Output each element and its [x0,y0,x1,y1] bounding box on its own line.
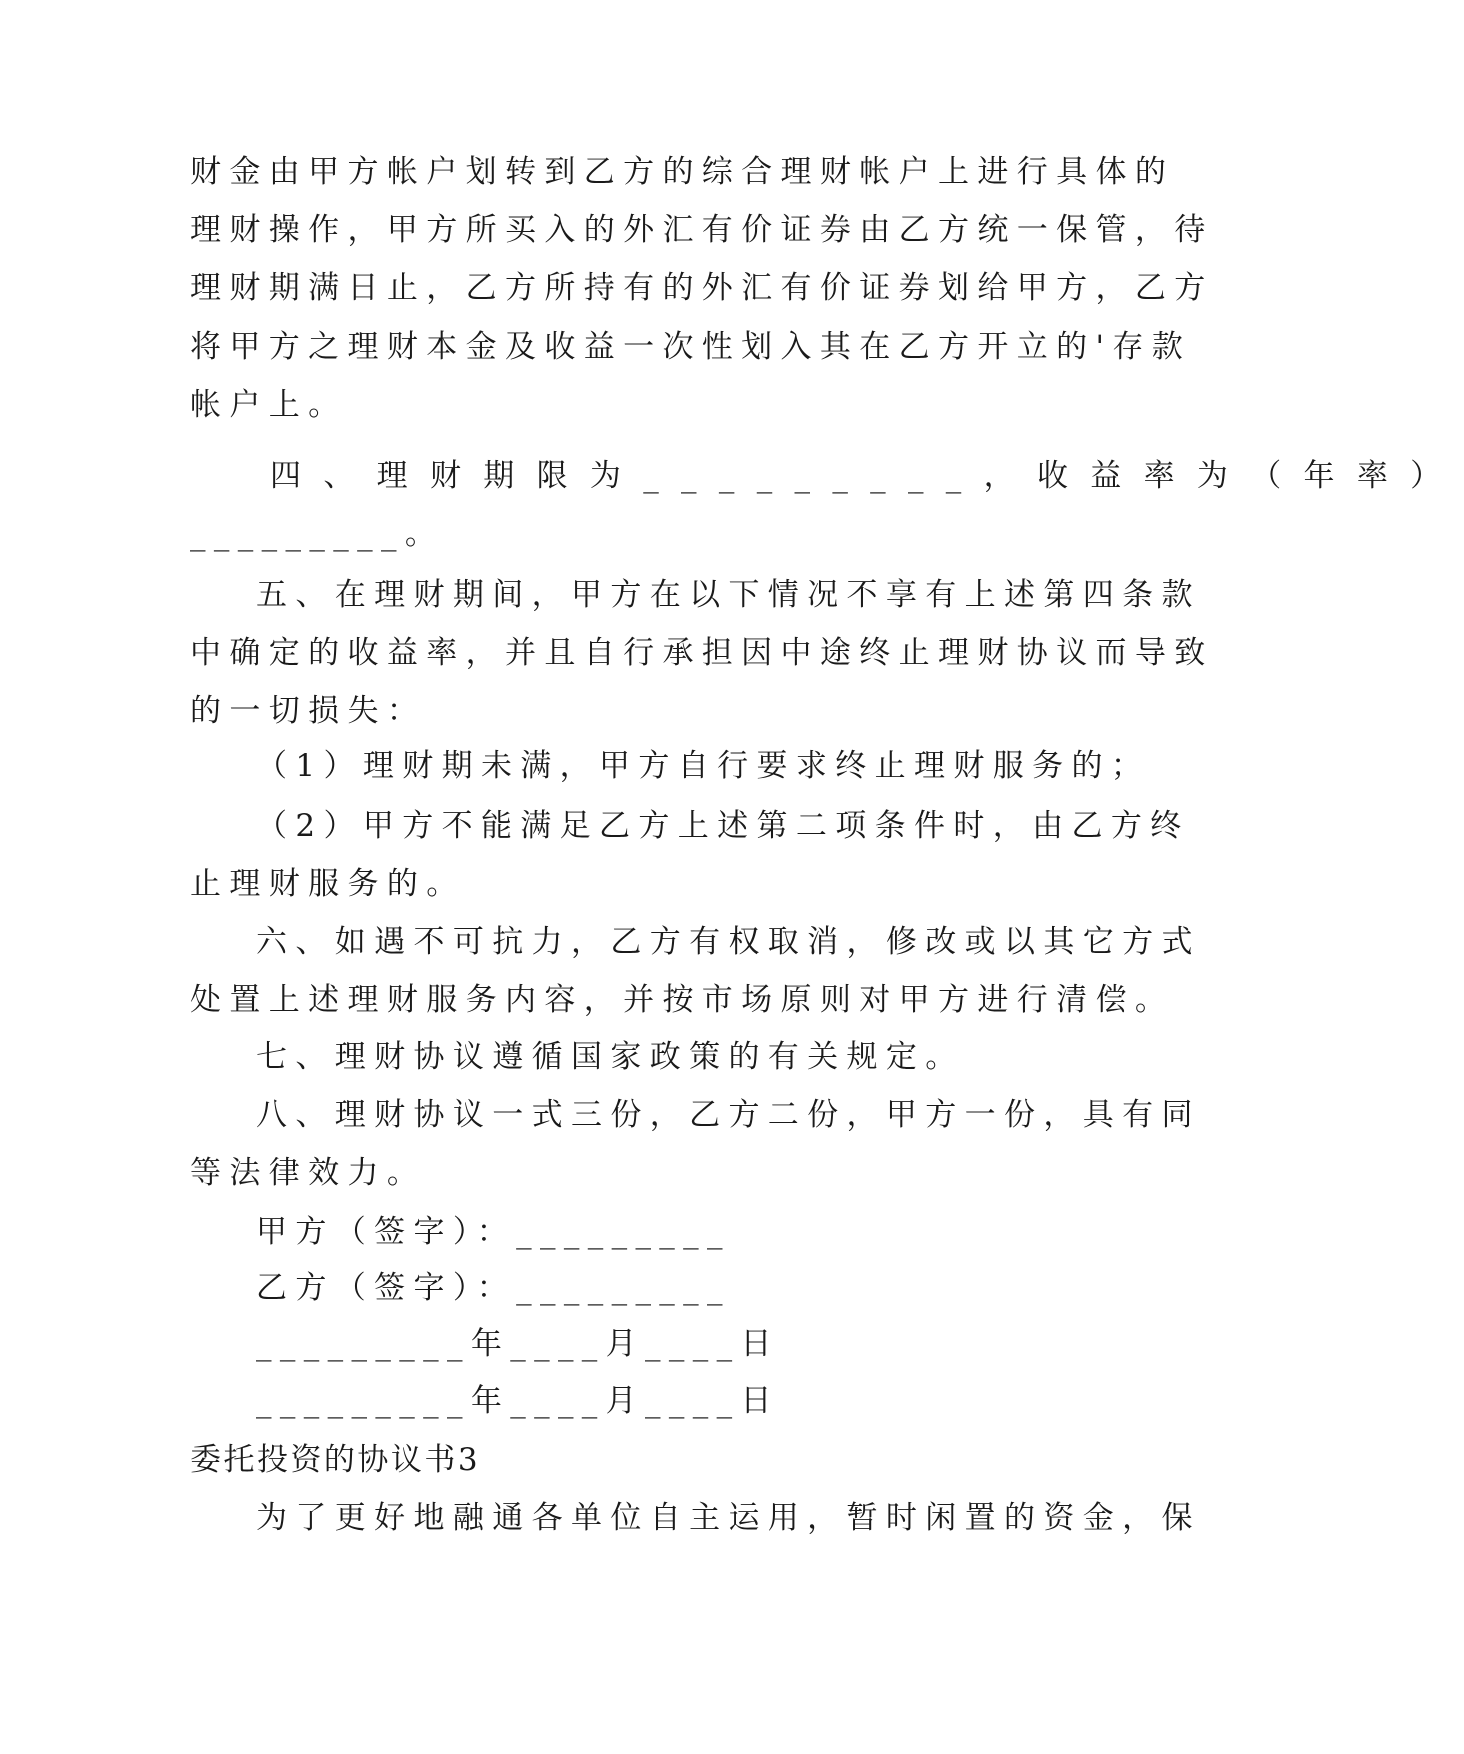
clause-4-line-1: 四、理财期限为_________，收益率为（年率） [270,458,1464,494]
clause-5-item-2-line-1: （2）甲方不能满足乙方上述第二项条件时，由乙方终 [256,808,1190,844]
clause-5-line-1: 五、在理财期间，甲方在以下情况不享有上述第四条款 [256,577,1201,613]
body-line-2: 理财操作，甲方所买入的外汇有价证券由乙方统一保管，待 [190,212,1214,248]
clause-8-line-2: 等法律效力。 [190,1155,427,1191]
clause-5-line-3: 的一切损失： [190,693,427,729]
section-title: 委托投资的协议书3 [190,1442,481,1478]
clause-5-line-2: 中确定的收益率，并且自行承担因中途终止理财协议而导致 [190,635,1214,671]
section-body-line-1: 为了更好地融通各单位自主运用，暂时闲置的资金，保 [256,1500,1201,1536]
clause-4-line-2: _________。 [190,516,445,552]
body-line-1: 财金由甲方帐户划转到乙方的综合理财帐户上进行具体的 [190,154,1175,190]
party-a-signature: 甲方（签字）：_________ [256,1214,731,1250]
clause-5-item-1: （1）理财期未满，甲方自行要求终止理财服务的； [256,748,1151,784]
signature-date-2: _________年____月____日 [256,1383,780,1419]
clause-5-item-2-line-2: 止理财服务的。 [190,866,466,902]
body-line-3: 理财期满日止，乙方所持有的外汇有价证券划给甲方，乙方 [190,270,1214,306]
body-line-4: 将甲方之理财本金及收益一次性划入其在乙方开立的'存款 [190,329,1192,365]
signature-date-1: _________年____月____日 [256,1326,780,1362]
party-b-signature: 乙方（签字）：_________ [256,1270,731,1306]
clause-6-line-2: 处置上述理财服务内容，并按市场原则对甲方进行清偿。 [190,982,1175,1018]
clause-7: 七、理财协议遵循国家政策的有关规定。 [256,1039,965,1075]
clause-6-line-1: 六、如遇不可抗力，乙方有权取消，修改或以其它方式 [256,924,1201,960]
clause-8-line-1: 八、理财协议一式三份，乙方二份，甲方一份，具有同 [256,1097,1201,1133]
body-line-5: 帐户上。 [190,387,348,423]
